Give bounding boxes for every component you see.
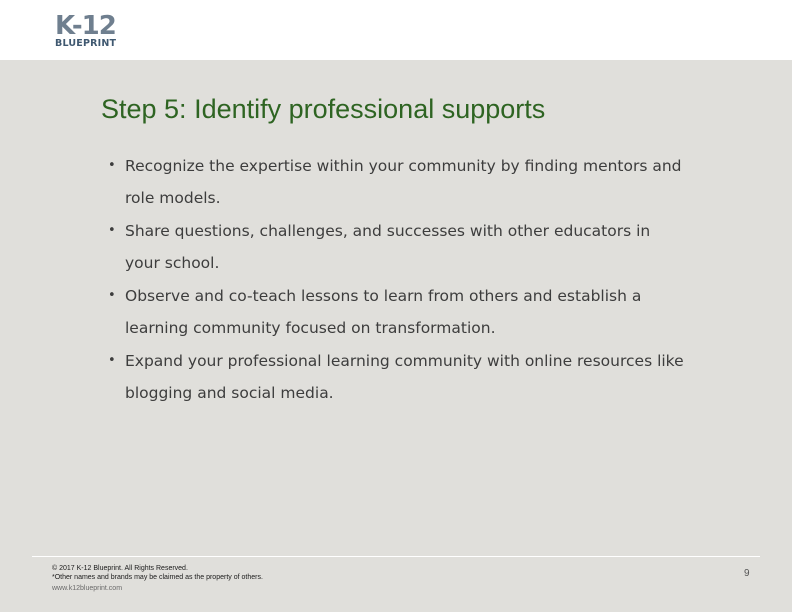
disclaimer-text: *Other names and brands may be claimed as the property of others.	[52, 573, 263, 581]
bullet-item-2	[108, 215, 688, 279]
logo-main-text: K-12	[55, 11, 116, 41]
slide-body	[0, 60, 792, 612]
footer-legal	[52, 565, 263, 594]
k12-blueprint-logo	[55, 12, 125, 50]
copyright-text: © 2017 K-12 Blueprint. All Rights Reserved.	[52, 565, 188, 572]
page-number: 9	[744, 568, 750, 579]
bullet-text-4: Expand your professional learning community with online resources like blogging and social media.	[125, 352, 684, 402]
bullet-item-4	[108, 345, 688, 409]
bullet-item-3	[108, 280, 688, 344]
bullet-list	[108, 150, 688, 410]
bullet-text-1: Recognize the expertise within your community by finding mentors and role models.	[125, 157, 682, 207]
footer-divider	[32, 556, 760, 557]
bullet-icon: •	[108, 353, 116, 368]
bullet-text-3: Observe and co-teach lessons to learn from others and establish a learning community focused on transformation.	[125, 287, 642, 337]
logo-sub-text: BLUEPRINT	[55, 38, 117, 49]
bullet-icon: •	[108, 288, 116, 303]
footer-url-link[interactable]: www.k12blueprint.com	[52, 585, 123, 592]
bullet-item-1	[108, 150, 688, 214]
bullet-icon: •	[108, 223, 116, 238]
bullet-text-2: Share questions, challenges, and successes with other educators in your school.	[125, 222, 651, 272]
slide-title: Step 5: Identify professional supports	[101, 94, 546, 124]
header-band	[0, 0, 792, 60]
bullet-icon: •	[108, 158, 116, 173]
